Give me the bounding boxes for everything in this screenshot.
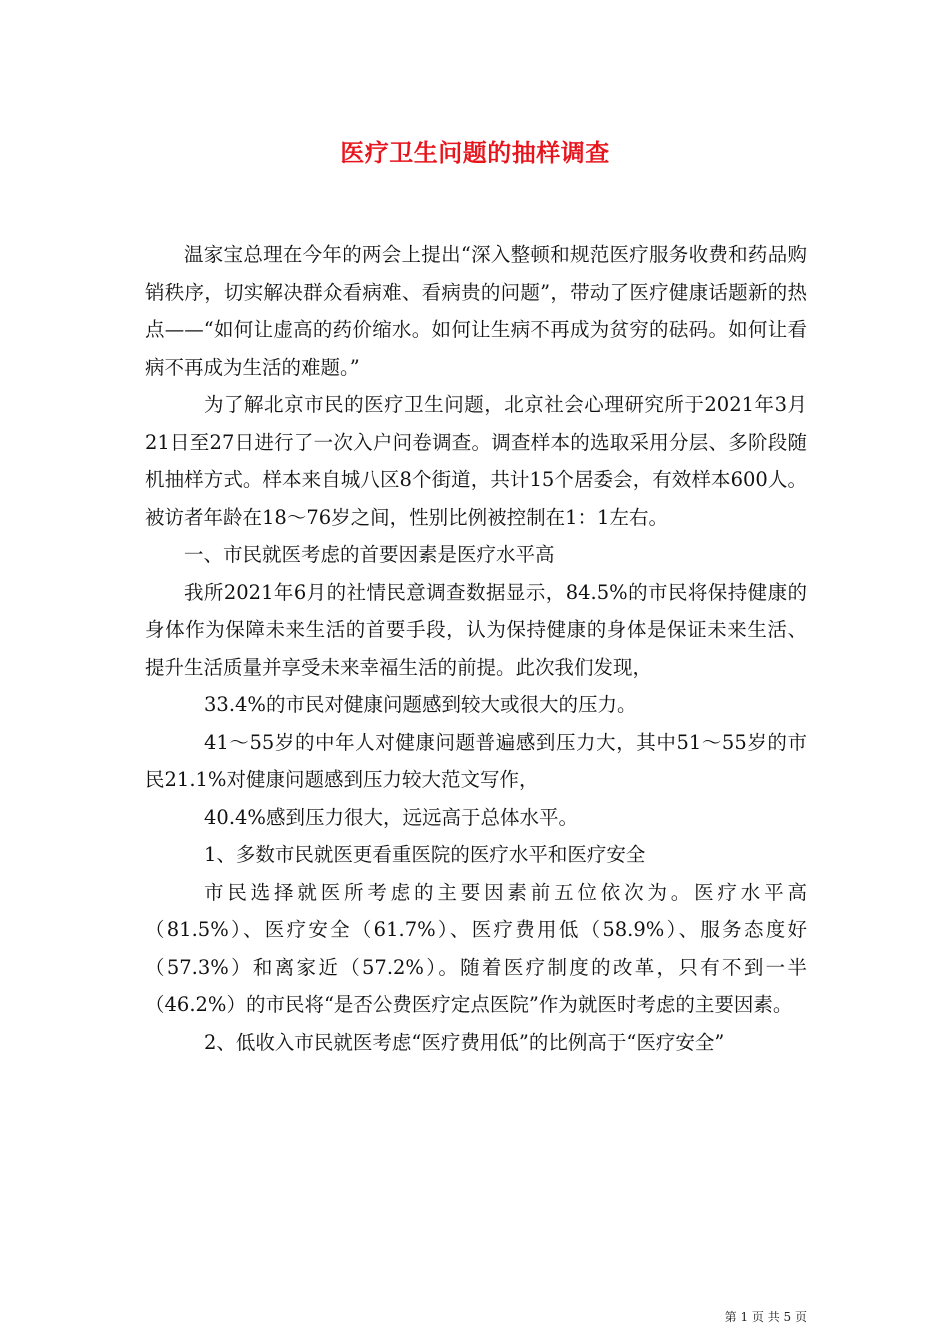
page-number: 第 1 页 共 5 页 [724, 1310, 807, 1324]
paragraph: 我所2021年6月的社情民意调查数据显示，84.5%的市民将保持健康的身体作为保障未来生活的首要手段，认为保持健康的身体是保证未来生活、提升生活质量并享受未来幸福生活的前提。此次我们发现， [145, 580, 807, 679]
paragraph: 33.4%的市民对健康问题感到较大或很大的压力。 [204, 693, 637, 716]
paragraph: 为了解北京市民的医疗卫生问题，北京社会心理研究所于2021年3月21日至27日进行了一次入户问卷调查。调查样本的选取采用分层、多阶段随机抽样方式。样本来自城八区8个街道，共计15个居委会，有效样本600人。被访者年龄在18～76岁之间，性别比例被控制在1：1左右。 [145, 393, 807, 529]
page-title: 医疗卫生问题的抽样调查 [340, 138, 610, 167]
subsection-heading: 1、多数市民就医更看重医院的医疗水平和医疗安全 [204, 843, 646, 866]
paragraph: 41～55岁的中年人对健康问题普遍感到压力大，其中51～55岁的市民21.1%对健康问题感到压力较大范文写作， [145, 730, 807, 791]
paragraph: 40.4%感到压力很大，远远高于总体水平。 [204, 805, 578, 829]
paragraph: 市民选择就医所考虑的主要因素前五位依次为。医疗水平高（81.5%）、医疗安全（61.7%）、医疗费用低（58.9%）、服务态度好（57.3%）和离家近（57.2%）。随着医疗制度的改革，只有不到一半（46.2%）的市民将“是否公费医疗定点医院”作为就医时考虑的主要因素。 [145, 880, 807, 1016]
paragraph: 温家宝总理在今年的两会上提出“深入整顿和规范医疗服务收费和药品购销秩序，切实解决群众看病难、看病贵的问题”，带动了医疗健康话题新的热点——“如何让虚高的药价缩水。如何让生病不再成为贫穷的砝码。如何让看病不再成为生活的难题。” [145, 243, 807, 379]
section-heading: 一、市民就医考虑的首要因素是医疗水平高 [184, 543, 555, 566]
subsection-heading: 2、低收入市民就医考虑“医疗费用低”的比例高于“医疗安全” [204, 1030, 725, 1054]
document-body [145, 236, 807, 1061]
